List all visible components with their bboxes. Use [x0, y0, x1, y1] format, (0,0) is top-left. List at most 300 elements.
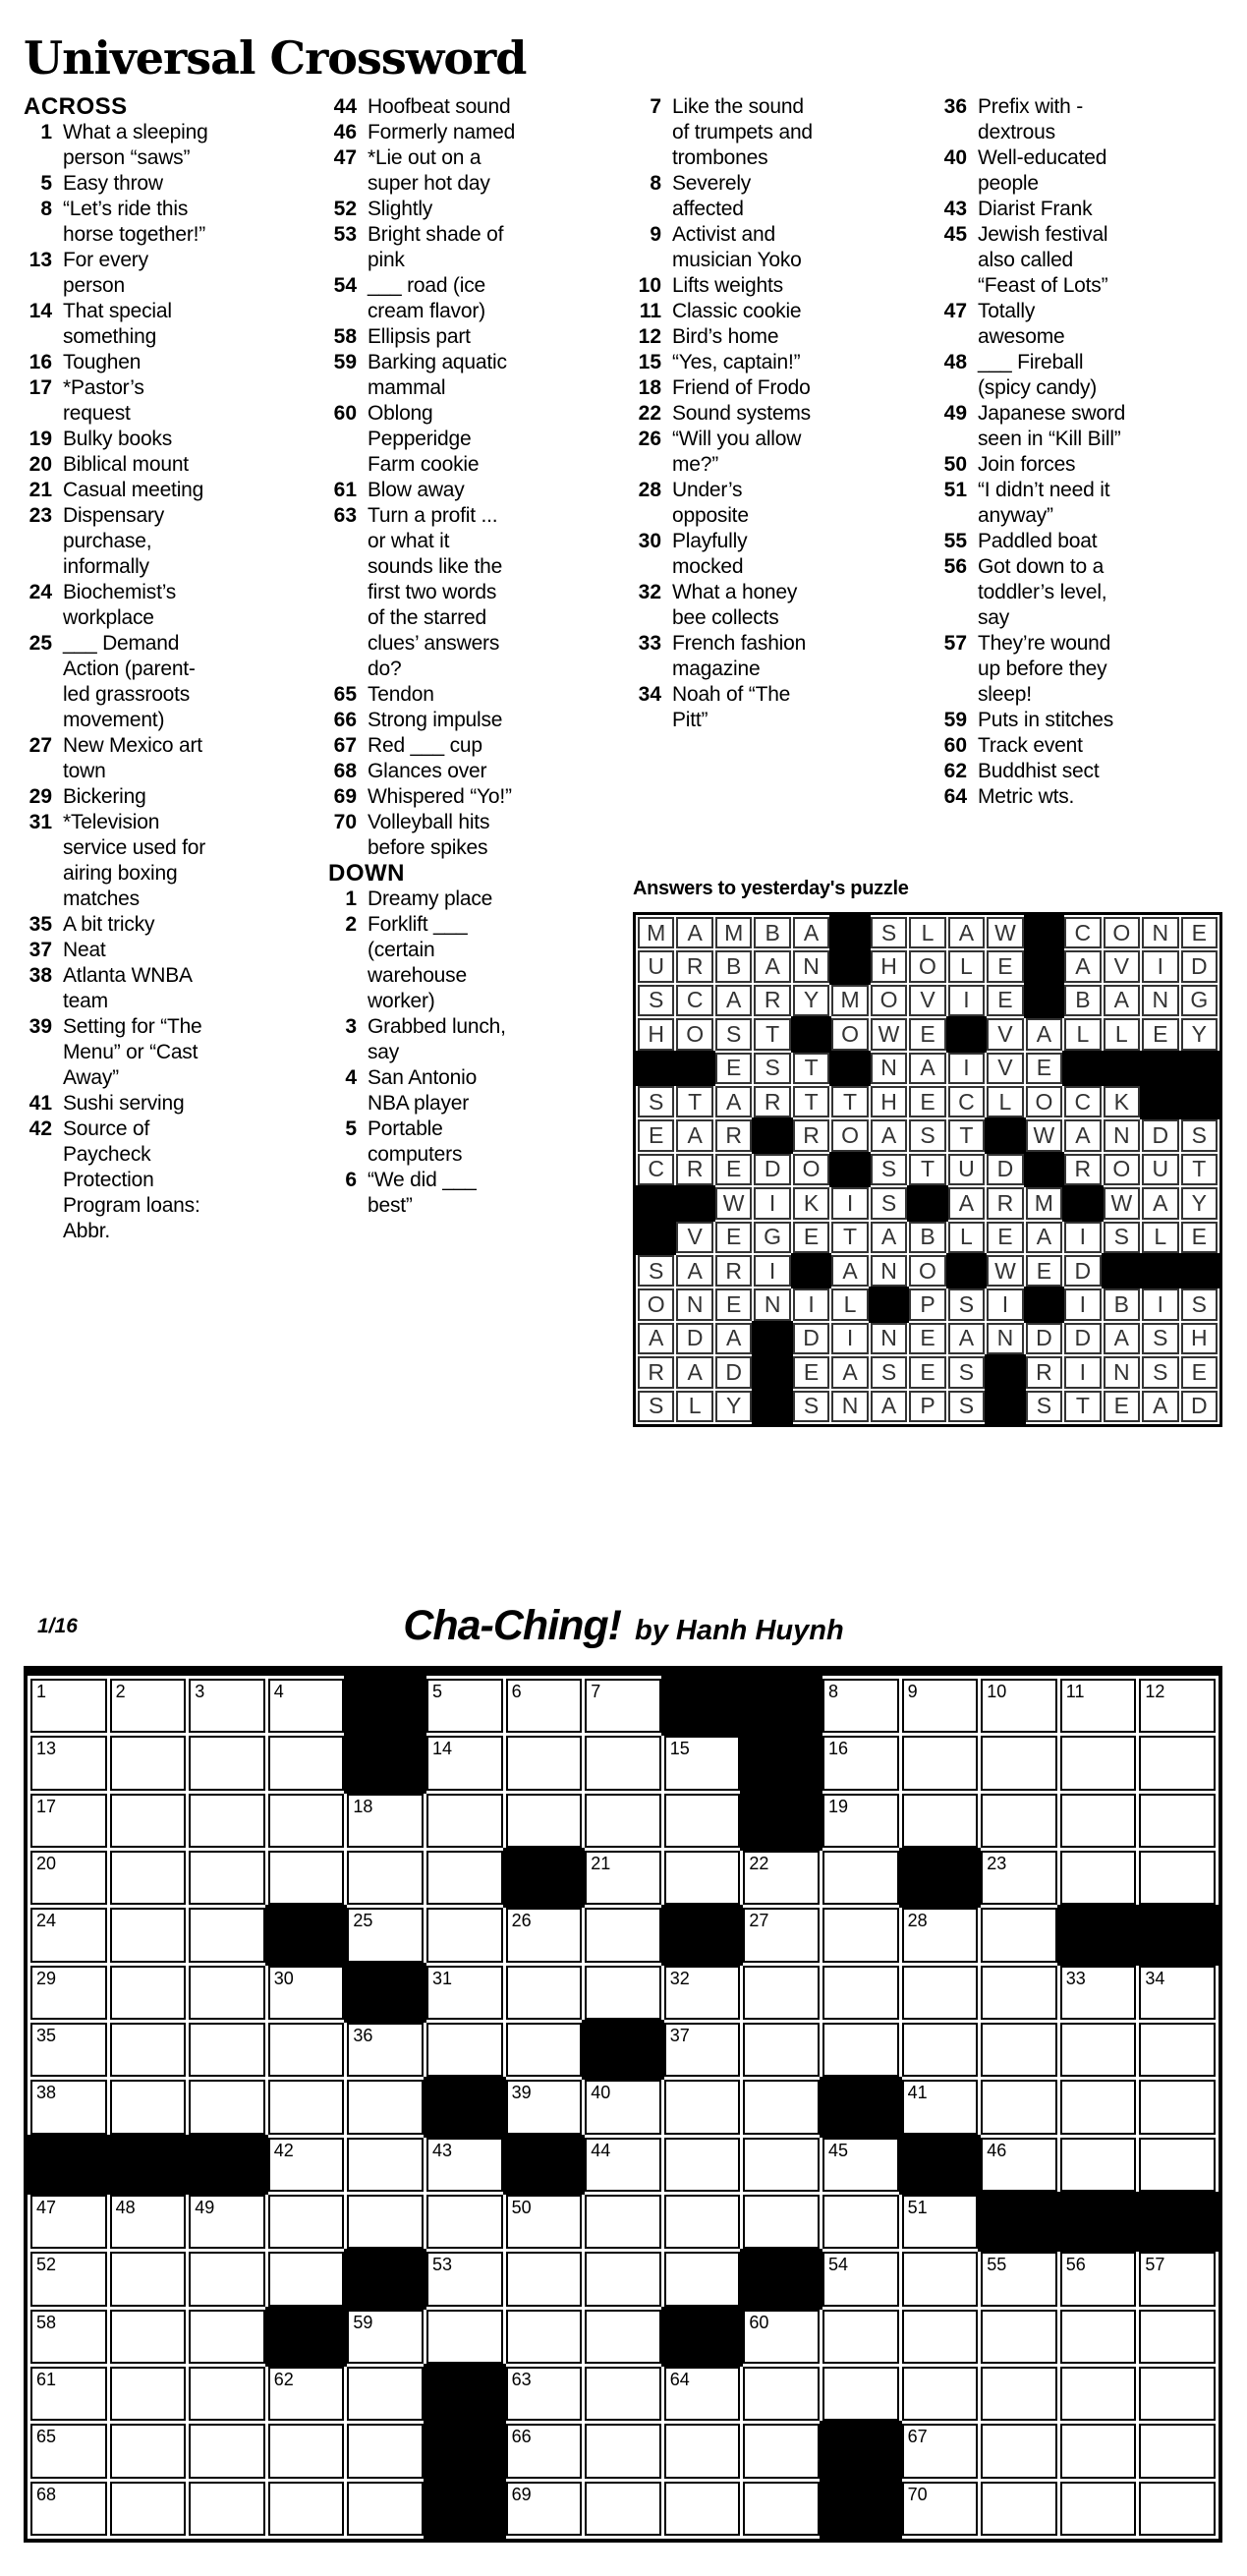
answer-letter-cell: I	[831, 1187, 868, 1219]
puzzle-cell[interactable]	[1139, 2482, 1216, 2536]
clue-column-3	[633, 94, 938, 810]
answer-letter-cell: E	[1026, 1255, 1062, 1287]
puzzle-title: Cha-Ching!	[403, 1602, 621, 1649]
clue-item	[328, 273, 633, 324]
puzzle-cell[interactable]	[110, 1736, 187, 1790]
puzzle-cell[interactable]	[189, 2252, 265, 2306]
puzzle-cell[interactable]	[664, 1851, 741, 1905]
answer-letter-cell: R	[987, 1187, 1023, 1219]
answer-letter-cell: B	[1064, 985, 1101, 1016]
puzzle-cell[interactable]	[268, 1679, 345, 1733]
cell-number: 42	[273, 2140, 294, 2160]
cell-number: 35	[36, 2025, 57, 2045]
puzzle-cell[interactable]	[189, 1908, 265, 1962]
puzzle-cell[interactable]	[902, 1679, 979, 1733]
answer-letter-cell: S	[871, 917, 907, 948]
puzzle-cell[interactable]	[1139, 2252, 1216, 2306]
puzzle-cell[interactable]	[30, 1851, 107, 1905]
clue-item	[633, 222, 938, 273]
puzzle-cell[interactable]	[743, 2138, 820, 2192]
puzzle-cell[interactable]	[1060, 1679, 1137, 1733]
puzzle-cell[interactable]	[506, 1966, 583, 2020]
clue-number: 12	[638, 325, 661, 348]
puzzle-cell[interactable]	[347, 2482, 424, 2536]
puzzle-cell[interactable]	[426, 1851, 503, 1905]
puzzle-cell[interactable]	[743, 2080, 820, 2134]
puzzle-cell[interactable]	[743, 2424, 820, 2478]
puzzle-cell[interactable]	[506, 1679, 583, 1733]
answer-letter-cell: A	[948, 1187, 985, 1219]
puzzle-cell[interactable]	[268, 1966, 345, 2020]
puzzle-cell[interactable]	[189, 1851, 265, 1905]
clue-text: Biblical mount	[63, 453, 189, 476]
clue-text: Biochemist’s workplace	[63, 581, 177, 629]
puzzle-cell[interactable]	[902, 1736, 979, 1790]
puzzle-cell[interactable]	[822, 2367, 899, 2421]
answer-letter-cell: G	[754, 1222, 790, 1253]
answer-letter-cell: A	[676, 1255, 712, 1287]
answer-letter-cell: T	[831, 1222, 868, 1253]
puzzle-cell[interactable]	[981, 2138, 1057, 2192]
puzzle-cell[interactable]	[981, 2310, 1057, 2364]
puzzle-cell[interactable]	[902, 1908, 979, 1962]
puzzle-cell[interactable]	[268, 2482, 345, 2536]
puzzle-cell[interactable]	[1060, 2080, 1137, 2134]
clue-number: 60	[943, 734, 967, 757]
clue-item	[633, 324, 938, 350]
answer-letter-cell: R	[676, 950, 712, 982]
puzzle-cell[interactable]	[268, 2195, 345, 2249]
puzzle-cell[interactable]	[347, 2023, 424, 2077]
puzzle-cell[interactable]	[347, 1851, 424, 1905]
answer-letter-cell: A	[1064, 1119, 1101, 1151]
puzzle-cell[interactable]	[585, 2367, 661, 2421]
puzzle-cell[interactable]	[981, 2367, 1057, 2421]
cell-number: 4	[273, 1682, 284, 1701]
puzzle-cell[interactable]	[822, 2138, 899, 2192]
answer-letter-cell: V	[676, 1222, 712, 1253]
puzzle-cell[interactable]	[902, 1966, 979, 2020]
puzzle-cell[interactable]	[110, 1966, 187, 2020]
clue-number: 1	[345, 887, 357, 910]
puzzle-cell[interactable]	[268, 1851, 345, 1905]
puzzle-cell[interactable]	[585, 1966, 661, 2020]
puzzle-cell[interactable]	[1139, 1966, 1216, 2020]
puzzle-cell[interactable]	[585, 1736, 661, 1790]
answer-letter-cell: R	[754, 1086, 790, 1117]
puzzle-cell[interactable]	[664, 2138, 741, 2192]
puzzle-cell[interactable]	[110, 1851, 187, 1905]
clue-text: Turn a profit ... or what it sounds like the first two words of the starred clues’ answers do?	[368, 504, 503, 680]
clue-number: 66	[333, 709, 357, 731]
puzzle-cell[interactable]	[981, 1851, 1057, 1905]
puzzle-cell[interactable]	[902, 2080, 979, 2134]
puzzle-cell[interactable]	[30, 2424, 107, 2478]
puzzle-cell[interactable]	[110, 2023, 187, 2077]
clue-number: 58	[333, 325, 357, 348]
puzzle-cell[interactable]	[268, 2023, 345, 2077]
clue-text: They’re wound up before they sleep!	[978, 632, 1111, 706]
puzzle-cell[interactable]	[426, 2310, 503, 2364]
clue-text: Casual meeting	[63, 479, 204, 501]
clue-number: 52	[333, 198, 357, 220]
puzzle-cell[interactable]	[981, 2482, 1057, 2536]
puzzle-cell[interactable]	[426, 1966, 503, 2020]
clue-text: Strong impulse	[368, 709, 503, 731]
puzzle-cell[interactable]	[347, 1908, 424, 1962]
puzzle-cell[interactable]	[426, 1908, 503, 1962]
answer-black-cell	[1179, 1253, 1219, 1288]
clue-item	[24, 1116, 328, 1244]
answer-black-cell	[791, 1253, 831, 1288]
clue-text: A bit tricky	[63, 913, 155, 936]
puzzle-cell[interactable]	[1139, 2310, 1216, 2364]
puzzle-cell[interactable]	[585, 2195, 661, 2249]
puzzle-cell[interactable]	[585, 2482, 661, 2536]
puzzle-cell[interactable]	[902, 2023, 979, 2077]
puzzle-cell[interactable]	[981, 2080, 1057, 2134]
puzzle-cell[interactable]	[347, 2080, 424, 2134]
puzzle-cell[interactable]	[347, 1794, 424, 1848]
puzzle-cell[interactable]	[506, 1736, 583, 1790]
answer-letter-cell: I	[1064, 1288, 1101, 1320]
answer-letter-cell: E	[909, 1356, 945, 1388]
answer-letter-cell: E	[1142, 1018, 1178, 1050]
cell-number: 48	[115, 2197, 136, 2217]
puzzle-cell[interactable]	[30, 2195, 107, 2249]
clue-text: Join forces	[978, 453, 1076, 476]
clue-item	[938, 452, 1244, 478]
puzzle-cell[interactable]	[902, 2310, 979, 2364]
puzzle-cell[interactable]	[585, 2252, 661, 2306]
puzzle-cell[interactable]	[822, 1794, 899, 1848]
answer-letter-cell: L	[676, 1391, 712, 1422]
puzzle-cell[interactable]	[189, 1679, 265, 1733]
puzzle-cell[interactable]	[822, 1736, 899, 1790]
puzzle-cell[interactable]	[506, 2080, 583, 2134]
puzzle-cell[interactable]	[585, 2424, 661, 2478]
puzzle-cell[interactable]	[664, 2080, 741, 2134]
puzzle-cell[interactable]	[1139, 2367, 1216, 2421]
answer-letter-cell: A	[793, 917, 829, 948]
puzzle-cell[interactable]	[585, 1851, 661, 1905]
puzzle-cell[interactable]	[110, 1679, 187, 1733]
puzzle-cell[interactable]	[664, 2195, 741, 2249]
answer-letter-cell: D	[1142, 1119, 1178, 1151]
puzzle-cell[interactable]	[110, 2195, 187, 2249]
answer-black-cell	[752, 1321, 792, 1356]
puzzle-cell[interactable]	[426, 1736, 503, 1790]
puzzle-cell[interactable]	[981, 1908, 1057, 1962]
clue-item	[24, 912, 328, 938]
puzzle-cell[interactable]	[664, 2023, 741, 2077]
clue-text: ___ Fireball (spicy candy)	[978, 351, 1098, 399]
puzzle-cell[interactable]	[1060, 2367, 1137, 2421]
puzzle-cell[interactable]	[1139, 1679, 1216, 1733]
puzzle-cell[interactable]	[743, 2195, 820, 2249]
puzzle-cell[interactable]	[743, 1908, 820, 1962]
puzzle-cell[interactable]	[189, 1966, 265, 2020]
cell-number: 46	[987, 2140, 1007, 2160]
puzzle-cell[interactable]	[30, 2023, 107, 2077]
puzzle-cell[interactable]	[30, 1794, 107, 1848]
answer-letter-cell: A	[1104, 1323, 1140, 1354]
cell-number: 38	[36, 2083, 57, 2103]
clue-number: 48	[943, 351, 967, 373]
puzzle-cell[interactable]	[1060, 2023, 1137, 2077]
puzzle-cell[interactable]	[822, 2310, 899, 2364]
puzzle-cell[interactable]	[902, 2482, 979, 2536]
cell-number: 61	[36, 2369, 57, 2389]
puzzle-cell[interactable]	[189, 2080, 265, 2134]
answer-letter-cell: C	[638, 1154, 674, 1185]
puzzle-cell[interactable]	[743, 2482, 820, 2536]
puzzle-cell[interactable]	[189, 2023, 265, 2077]
down-header: DOWN	[328, 860, 405, 887]
answer-letter-cell: N	[1104, 1119, 1140, 1151]
puzzle-cell[interactable]	[426, 2023, 503, 2077]
puzzle-cell[interactable]	[506, 2310, 583, 2364]
clue-text: Neat	[63, 939, 106, 961]
puzzle-cell[interactable]	[347, 2310, 424, 2364]
answer-letter-cell: S	[948, 1356, 985, 1388]
puzzle-cell[interactable]	[110, 1794, 187, 1848]
answer-letter-cell: D	[754, 1154, 790, 1185]
puzzle-cell[interactable]	[1060, 2424, 1137, 2478]
clue-number: 9	[650, 223, 661, 246]
puzzle-cell[interactable]	[902, 2424, 979, 2478]
puzzle-cell[interactable]	[981, 2424, 1057, 2478]
puzzle-cell[interactable]	[902, 1794, 979, 1848]
puzzle-cell[interactable]	[426, 2138, 503, 2192]
puzzle-cell[interactable]	[585, 1794, 661, 1848]
cell-number: 70	[907, 2484, 928, 2504]
puzzle-cell[interactable]	[822, 2023, 899, 2077]
puzzle-cell[interactable]	[1139, 2138, 1216, 2192]
clue-item	[328, 1014, 633, 1065]
puzzle-cell[interactable]	[268, 2252, 345, 2306]
clue-item	[24, 478, 328, 503]
puzzle-cell[interactable]	[30, 2080, 107, 2134]
puzzle-cell[interactable]	[426, 2252, 503, 2306]
puzzle-cell[interactable]	[189, 2310, 265, 2364]
clue-item	[24, 197, 328, 248]
puzzle-cell[interactable]	[902, 2367, 979, 2421]
puzzle-cell[interactable]	[30, 1736, 107, 1790]
puzzle-cell[interactable]	[506, 2023, 583, 2077]
answer-letter-cell: T	[676, 1086, 712, 1117]
puzzle-cell[interactable]	[268, 2424, 345, 2478]
puzzle-cell[interactable]	[822, 1966, 899, 2020]
puzzle-cell[interactable]	[743, 1966, 820, 2020]
puzzle-cell[interactable]	[664, 2252, 741, 2306]
answer-letter-cell: O	[1026, 1086, 1062, 1117]
puzzle-cell[interactable]	[743, 2367, 820, 2421]
puzzle-cell[interactable]	[902, 2252, 979, 2306]
puzzle-cell[interactable]	[506, 2252, 583, 2306]
puzzle-cell[interactable]	[585, 1679, 661, 1733]
puzzle-cell[interactable]	[506, 2195, 583, 2249]
puzzle-cell[interactable]	[981, 2023, 1057, 2077]
puzzle-cell[interactable]	[981, 1966, 1057, 2020]
puzzle-cell[interactable]	[743, 2023, 820, 2077]
clue-text: ___ Demand Action (parent-led grassroots movement)	[63, 632, 196, 731]
puzzle-cell[interactable]	[189, 1736, 265, 1790]
puzzle-cell[interactable]	[189, 1794, 265, 1848]
puzzle-cell[interactable]	[743, 1851, 820, 1905]
clue-item	[24, 248, 328, 299]
answer-letter-cell: Y	[793, 985, 829, 1016]
answer-letter-cell: L	[1064, 1018, 1101, 1050]
puzzle-cell[interactable]	[30, 1908, 107, 1962]
puzzle-cell[interactable]	[822, 1679, 899, 1733]
answer-letter-cell: I	[987, 1288, 1023, 1320]
puzzle-cell[interactable]	[1139, 1736, 1216, 1790]
puzzle-cell[interactable]	[822, 1908, 899, 1962]
puzzle-cell[interactable]	[110, 2080, 187, 2134]
puzzle-cell[interactable]	[268, 2138, 345, 2192]
puzzle-cell[interactable]	[189, 2424, 265, 2478]
clue-item	[328, 401, 633, 478]
puzzle-cell[interactable]	[1060, 1794, 1137, 1848]
puzzle-cell[interactable]	[110, 2424, 187, 2478]
puzzle-cell[interactable]	[426, 1679, 503, 1733]
clue-item	[328, 503, 633, 682]
clue-number: 69	[333, 785, 357, 808]
answer-letter-cell: I	[754, 1255, 790, 1287]
answer-letter-cell: C	[948, 1086, 985, 1117]
clue-item	[328, 810, 633, 861]
clue-item	[24, 299, 328, 350]
puzzle-cell[interactable]	[110, 2367, 187, 2421]
puzzle-cell[interactable]	[506, 1794, 583, 1848]
puzzle-cell[interactable]	[268, 2080, 345, 2134]
puzzle-cell[interactable]	[664, 2367, 741, 2421]
puzzle-cell[interactable]	[664, 2424, 741, 2478]
answer-letter-cell: T	[793, 1086, 829, 1117]
puzzle-cell[interactable]	[1060, 1736, 1137, 1790]
puzzle-cell[interactable]	[1060, 1966, 1137, 2020]
puzzle-black-cell	[978, 2192, 1060, 2252]
puzzle-cell[interactable]	[110, 1908, 187, 1962]
puzzle-black-cell	[740, 1733, 822, 1793]
puzzle-cell[interactable]	[268, 1736, 345, 1790]
puzzle-cell[interactable]	[822, 2195, 899, 2249]
puzzle-cell[interactable]	[506, 2367, 583, 2421]
puzzle-cell[interactable]	[1139, 2023, 1216, 2077]
clue-item	[328, 94, 633, 120]
answer-letter-cell: S	[909, 1119, 945, 1151]
puzzle-cell[interactable]	[822, 1851, 899, 1905]
clue-item	[938, 197, 1244, 222]
answer-black-cell	[946, 1253, 987, 1288]
puzzle-cell[interactable]	[30, 2482, 107, 2536]
clue-text: Totally awesome	[978, 300, 1065, 348]
answer-letter-cell: A	[1026, 1222, 1062, 1253]
puzzle-cell[interactable]	[110, 2482, 187, 2536]
puzzle-cell[interactable]	[1139, 2080, 1216, 2134]
puzzle-cell[interactable]	[981, 1736, 1057, 1790]
puzzle-cell[interactable]	[902, 2195, 979, 2249]
puzzle-cell[interactable]	[1139, 1794, 1216, 1848]
answer-black-cell	[829, 1051, 870, 1086]
clue-number: 5	[40, 172, 52, 195]
puzzle-cell[interactable]	[981, 2252, 1057, 2306]
puzzle-cell[interactable]	[30, 2252, 107, 2306]
puzzle-cell[interactable]	[347, 2138, 424, 2192]
clue-item	[24, 375, 328, 427]
puzzle-cell[interactable]	[506, 1908, 583, 1962]
puzzle-cell[interactable]	[664, 1966, 741, 2020]
puzzle-cell[interactable]	[1139, 2424, 1216, 2478]
puzzle-cell[interactable]	[268, 2367, 345, 2421]
cell-number: 54	[827, 2255, 849, 2275]
clue-item	[328, 1168, 633, 1219]
puzzle-cell[interactable]	[189, 2195, 265, 2249]
puzzle-cell[interactable]	[426, 1794, 503, 1848]
clue-number: 51	[943, 479, 967, 501]
puzzle-cell[interactable]	[506, 2482, 583, 2536]
puzzle-cell[interactable]	[268, 1794, 345, 1848]
puzzle-cell[interactable]	[664, 1794, 741, 1848]
puzzle-cell[interactable]	[585, 2138, 661, 2192]
puzzle-cell[interactable]	[30, 1679, 107, 1733]
puzzle-cell[interactable]	[1060, 2252, 1137, 2306]
puzzle-cell[interactable]	[585, 2080, 661, 2134]
puzzle-cell[interactable]	[189, 2367, 265, 2421]
puzzle-cell[interactable]	[1060, 2482, 1137, 2536]
puzzle-cell[interactable]	[1060, 1851, 1137, 1905]
puzzle-cell[interactable]	[347, 2424, 424, 2478]
clue-item	[24, 452, 328, 478]
puzzle-cell[interactable]	[189, 2482, 265, 2536]
puzzle-cell[interactable]	[30, 2367, 107, 2421]
puzzle-cell[interactable]	[981, 1794, 1057, 1848]
puzzle-cell[interactable]	[347, 2367, 424, 2421]
puzzle-cell[interactable]	[981, 1679, 1057, 1733]
clue-item	[633, 299, 938, 324]
clue-text: Activist and musician Yoko	[672, 223, 802, 271]
puzzle-cell[interactable]	[664, 2482, 741, 2536]
clue-item	[938, 145, 1244, 197]
puzzle-cell[interactable]	[1060, 2310, 1137, 2364]
puzzle-cell[interactable]	[822, 2252, 899, 2306]
puzzle-cell[interactable]	[1139, 1851, 1216, 1905]
puzzle-cell[interactable]	[347, 2195, 424, 2249]
puzzle-cell[interactable]	[30, 1966, 107, 2020]
puzzle-cell[interactable]	[110, 2310, 187, 2364]
answer-letter-cell: N	[1142, 917, 1178, 948]
clue-item	[938, 529, 1244, 554]
clue-number: 46	[333, 121, 357, 143]
puzzle-cell[interactable]	[664, 1736, 741, 1790]
clue-column-2	[328, 94, 633, 1427]
puzzle-black-cell	[424, 2364, 506, 2424]
cell-number: 65	[36, 2427, 57, 2447]
puzzle-black-cell	[265, 2307, 348, 2367]
answer-letter-cell: B	[909, 1222, 945, 1253]
puzzle-cell[interactable]	[506, 2424, 583, 2478]
answer-black-cell	[791, 1016, 831, 1052]
puzzle-cell[interactable]	[110, 2252, 187, 2306]
puzzle-cell[interactable]	[585, 1908, 661, 1962]
puzzle-cell[interactable]	[30, 2310, 107, 2364]
puzzle-cell[interactable]	[585, 2310, 661, 2364]
puzzle-cell[interactable]	[1060, 2138, 1137, 2192]
puzzle-cell[interactable]	[743, 2310, 820, 2364]
clue-item	[633, 94, 938, 171]
puzzle-cell[interactable]	[426, 2195, 503, 2249]
